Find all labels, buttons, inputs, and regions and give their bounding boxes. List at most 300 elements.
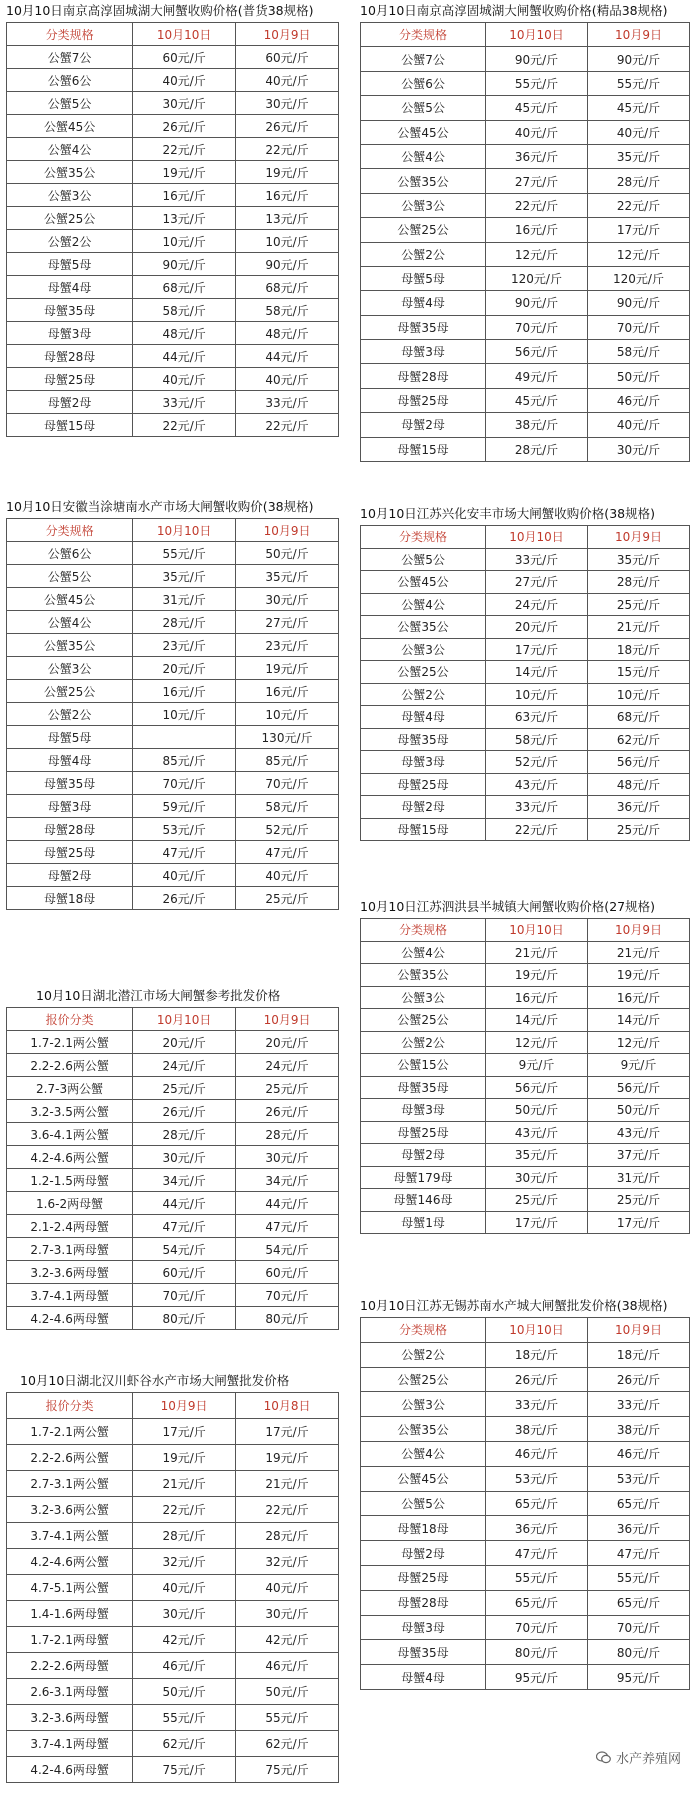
spec-cell: 1.2-1.5两母蟹 [7, 1169, 133, 1192]
column-header: 10月10日 [133, 519, 236, 542]
spec-cell: 母蟹4母 [361, 706, 486, 729]
price-cell: 34元/斤 [236, 1169, 339, 1192]
table-row [7, 588, 339, 611]
spec-cell: 母蟹15母 [7, 414, 133, 437]
price-cell: 35元/斤 [236, 565, 339, 588]
spec-cell: 2.7-3.1两母蟹 [7, 1238, 133, 1261]
table-row [361, 941, 690, 964]
price-cell: 56元/斤 [588, 751, 690, 774]
table-row [361, 1121, 690, 1144]
table-row [361, 193, 690, 217]
price-cell: 46元/斤 [236, 1653, 339, 1679]
table-row [7, 1497, 339, 1523]
table-row [361, 548, 690, 571]
column-header: 10月10日 [486, 526, 588, 549]
table-row [361, 728, 690, 751]
table-row [7, 1031, 339, 1054]
spec-cell: 母蟹28母 [7, 345, 133, 368]
spec-cell: 3.2-3.6两公蟹 [7, 1497, 133, 1523]
table-row [361, 1541, 690, 1566]
price-cell: 17元/斤 [588, 1211, 690, 1234]
price-cell: 28元/斤 [588, 169, 690, 193]
price-cell: 80元/斤 [236, 1307, 339, 1330]
table-block-1 [6, 496, 339, 910]
price-cell: 17元/斤 [133, 1419, 236, 1445]
price-cell: 10元/斤 [236, 230, 339, 253]
price-cell: 53元/斤 [486, 1466, 588, 1491]
price-cell: 48元/斤 [588, 773, 690, 796]
price-cell: 90元/斤 [133, 253, 236, 276]
spec-cell: 公蟹3公 [361, 638, 486, 661]
price-cell: 21元/斤 [486, 941, 588, 964]
price-cell: 32元/斤 [236, 1549, 339, 1575]
spec-cell: 公蟹4公 [7, 611, 133, 634]
price-cell: 40元/斤 [236, 864, 339, 887]
price-cell: 30元/斤 [133, 92, 236, 115]
table-row [361, 1144, 690, 1167]
table-row [7, 703, 339, 726]
spec-cell: 公蟹25公 [7, 207, 133, 230]
spec-cell: 公蟹25公 [361, 218, 486, 242]
table-row [7, 276, 339, 299]
column-header: 10月9日 [236, 1008, 339, 1031]
table-row [361, 169, 690, 193]
price-cell: 13元/斤 [236, 207, 339, 230]
table-block-4 [360, 0, 690, 462]
price-cell: 25元/斤 [588, 818, 690, 841]
price-cell: 26元/斤 [133, 1100, 236, 1123]
spec-cell: 3.7-4.1两母蟹 [7, 1731, 133, 1757]
price-cell: 20元/斤 [486, 616, 588, 639]
table-row [361, 638, 690, 661]
price-cell: 17元/斤 [486, 638, 588, 661]
price-cell: 10元/斤 [588, 683, 690, 706]
table-row [361, 266, 690, 290]
price-cell: 50元/斤 [236, 1679, 339, 1705]
spec-cell: 母蟹15母 [361, 437, 486, 461]
price-cell: 80元/斤 [588, 1640, 690, 1665]
table-row [361, 751, 690, 774]
table-row [361, 218, 690, 242]
column-header: 10月10日 [486, 23, 588, 47]
price-cell: 65元/斤 [486, 1491, 588, 1516]
price-cell: 55元/斤 [236, 1705, 339, 1731]
price-cell: 26元/斤 [133, 887, 236, 910]
table-row [361, 1189, 690, 1212]
spec-cell: 4.2-4.6两公蟹 [7, 1549, 133, 1575]
price-cell: 56元/斤 [486, 1076, 588, 1099]
price-cell: 30元/斤 [486, 1166, 588, 1189]
price-cell: 27元/斤 [236, 611, 339, 634]
price-cell: 14元/斤 [486, 1009, 588, 1032]
table-row [361, 1392, 690, 1417]
price-cell: 19元/斤 [133, 1445, 236, 1471]
price-cell: 28元/斤 [133, 1123, 236, 1146]
table-row [7, 611, 339, 634]
table-row [361, 773, 690, 796]
spec-cell: 母蟹3母 [7, 322, 133, 345]
price-cell: 44元/斤 [133, 345, 236, 368]
price-cell: 17元/斤 [236, 1419, 339, 1445]
table-row [7, 161, 339, 184]
column-header: 10月10日 [133, 23, 236, 46]
price-cell: 55元/斤 [588, 1565, 690, 1590]
table-row [7, 184, 339, 207]
price-cell: 70元/斤 [588, 1615, 690, 1640]
table-row [7, 818, 339, 841]
table-row [7, 841, 339, 864]
table-row [361, 1076, 690, 1099]
price-cell: 25元/斤 [236, 887, 339, 910]
table-block-0 [6, 0, 339, 437]
price-cell: 22元/斤 [486, 818, 588, 841]
table-row [7, 1261, 339, 1284]
spec-cell: 公蟹4公 [361, 593, 486, 616]
price-cell: 47元/斤 [236, 1215, 339, 1238]
price-cell: 58元/斤 [236, 299, 339, 322]
table-row [361, 120, 690, 144]
spec-cell: 母蟹35母 [361, 1640, 486, 1665]
table-row [361, 818, 690, 841]
spec-cell: 2.6-3.1两母蟹 [7, 1679, 133, 1705]
price-cell: 25元/斤 [133, 1077, 236, 1100]
table-row [361, 315, 690, 339]
table-row [7, 1215, 339, 1238]
table-row [361, 661, 690, 684]
price-cell: 58元/斤 [486, 728, 588, 751]
spec-cell: 公蟹3公 [361, 986, 486, 1009]
price-cell: 45元/斤 [486, 96, 588, 120]
spec-cell: 母蟹35母 [7, 772, 133, 795]
price-cell: 43元/斤 [486, 773, 588, 796]
spec-cell: 母蟹2母 [361, 1541, 486, 1566]
spec-cell: 母蟹2母 [361, 413, 486, 437]
spec-cell: 公蟹35公 [361, 616, 486, 639]
price-cell: 30元/斤 [236, 1146, 339, 1169]
spec-cell: 母蟹5母 [361, 266, 486, 290]
table-row [7, 657, 339, 680]
table-title: 10月10日江苏兴化安丰市场大闸蟹收购价格(38规格) [360, 506, 655, 521]
price-cell: 26元/斤 [236, 115, 339, 138]
spec-cell: 公蟹25公 [361, 1009, 486, 1032]
table-row [7, 299, 339, 322]
price-cell: 80元/斤 [486, 1640, 588, 1665]
table-row [7, 772, 339, 795]
price-cell: 31元/斤 [588, 1166, 690, 1189]
price-cell: 46元/斤 [133, 1653, 236, 1679]
table-title: 10月10日南京高淳固城湖大闸蟹收购价格(普货38规格) [6, 3, 314, 18]
price-cell: 10元/斤 [486, 683, 588, 706]
price-cell: 90元/斤 [486, 291, 588, 315]
table-row [361, 1166, 690, 1189]
spec-cell: 公蟹35公 [7, 634, 133, 657]
price-cell: 18元/斤 [588, 1342, 690, 1367]
price-cell: 48元/斤 [133, 322, 236, 345]
price-cell: 55元/斤 [486, 1565, 588, 1590]
price-cell: 20元/斤 [236, 1031, 339, 1054]
price-cell: 70元/斤 [236, 772, 339, 795]
table-block-3 [6, 1370, 339, 1783]
table-row [7, 391, 339, 414]
spec-cell: 公蟹5公 [361, 548, 486, 571]
table-title: 10月10日安徽当涂塘南水产市场大闸蟹收购价(38规格) [6, 499, 314, 514]
table-block-6 [360, 896, 690, 1234]
table-row [7, 726, 339, 749]
price-cell: 68元/斤 [588, 706, 690, 729]
spec-cell: 母蟹4母 [7, 749, 133, 772]
price-cell: 58元/斤 [236, 795, 339, 818]
table-row [7, 1575, 339, 1601]
price-table [360, 1317, 690, 1690]
table-title: 10月10日江苏无锡苏南水产城大闸蟹批发价格(38规格) [360, 1298, 668, 1313]
price-cell: 12元/斤 [588, 242, 690, 266]
price-cell: 19元/斤 [133, 161, 236, 184]
price-cell: 56元/斤 [588, 1076, 690, 1099]
price-cell: 55元/斤 [133, 542, 236, 565]
spec-cell: 3.7-4.1两母蟹 [7, 1284, 133, 1307]
price-cell: 38元/斤 [588, 1417, 690, 1442]
spec-cell: 母蟹5母 [7, 726, 133, 749]
spec-cell: 母蟹28母 [7, 818, 133, 841]
table-row [361, 593, 690, 616]
price-cell: 60元/斤 [133, 1261, 236, 1284]
price-cell: 43元/斤 [588, 1121, 690, 1144]
spec-cell: 母蟹3母 [361, 1099, 486, 1122]
price-cell: 40元/斤 [236, 368, 339, 391]
spec-cell: 母蟹3母 [361, 751, 486, 774]
table-row [7, 1100, 339, 1123]
spec-cell: 公蟹45公 [361, 1466, 486, 1491]
price-cell: 14元/斤 [588, 1009, 690, 1032]
price-cell: 53元/斤 [133, 818, 236, 841]
price-cell: 95元/斤 [486, 1665, 588, 1690]
spec-cell: 母蟹179母 [361, 1166, 486, 1189]
table-row [7, 1627, 339, 1653]
price-cell: 60元/斤 [236, 46, 339, 69]
price-cell: 30元/斤 [236, 1601, 339, 1627]
spec-cell: 公蟹3公 [7, 657, 133, 680]
price-cell: 44元/斤 [133, 1192, 236, 1215]
price-cell: 80元/斤 [133, 1307, 236, 1330]
table-row [7, 1679, 339, 1705]
price-cell: 17元/斤 [588, 218, 690, 242]
spec-cell: 公蟹4公 [361, 941, 486, 964]
price-cell: 90元/斤 [236, 253, 339, 276]
spec-cell: 母蟹28母 [361, 364, 486, 388]
table-row [7, 115, 339, 138]
price-cell: 24元/斤 [486, 593, 588, 616]
price-cell: 50元/斤 [588, 364, 690, 388]
table-row [361, 1099, 690, 1122]
price-table [6, 1007, 339, 1330]
table-row [7, 368, 339, 391]
price-cell: 43元/斤 [486, 1121, 588, 1144]
price-cell: 24元/斤 [133, 1054, 236, 1077]
table-row [7, 345, 339, 368]
spec-cell: 2.2-2.6两公蟹 [7, 1445, 133, 1471]
table-row [7, 1523, 339, 1549]
price-cell: 9元/斤 [486, 1054, 588, 1077]
price-cell: 21元/斤 [133, 1471, 236, 1497]
price-cell: 130元/斤 [236, 726, 339, 749]
spec-cell: 公蟹2公 [361, 242, 486, 266]
table-header-row [361, 526, 690, 549]
table-row [361, 796, 690, 819]
price-cell: 40元/斤 [236, 69, 339, 92]
price-cell: 28元/斤 [236, 1523, 339, 1549]
table-row [7, 795, 339, 818]
price-cell: 46元/斤 [486, 1441, 588, 1466]
table-title: 10月10日江苏泗洪县半城镇大闸蟹收购价格(27规格) [360, 899, 655, 914]
spec-cell: 公蟹6公 [7, 69, 133, 92]
price-cell: 70元/斤 [486, 1615, 588, 1640]
spec-cell: 母蟹25母 [7, 841, 133, 864]
table-row [361, 1590, 690, 1615]
price-cell: 70元/斤 [133, 772, 236, 795]
table-row [361, 413, 690, 437]
table-row [7, 1653, 339, 1679]
price-cell: 22元/斤 [236, 138, 339, 161]
price-cell: 60元/斤 [236, 1261, 339, 1284]
table-row [7, 207, 339, 230]
table-row [361, 683, 690, 706]
price-cell: 40元/斤 [236, 1575, 339, 1601]
price-cell: 36元/斤 [486, 144, 588, 168]
price-cell: 19元/斤 [486, 964, 588, 987]
price-table [6, 518, 339, 910]
price-cell: 50元/斤 [236, 542, 339, 565]
price-cell: 30元/斤 [133, 1146, 236, 1169]
table-row [7, 634, 339, 657]
spec-cell: 2.7-3两公蟹 [7, 1077, 133, 1100]
table-row [7, 69, 339, 92]
price-cell: 28元/斤 [486, 437, 588, 461]
table-row [7, 1705, 339, 1731]
spec-cell: 4.2-4.6两公蟹 [7, 1146, 133, 1169]
table-header-row [7, 1393, 339, 1419]
price-cell: 21元/斤 [588, 616, 690, 639]
price-cell: 70元/斤 [486, 315, 588, 339]
table-row [361, 96, 690, 120]
price-cell: 33元/斤 [236, 391, 339, 414]
table-header-row [7, 23, 339, 46]
price-cell: 26元/斤 [133, 115, 236, 138]
table-row [361, 964, 690, 987]
price-cell: 62元/斤 [236, 1731, 339, 1757]
table-row [361, 144, 690, 168]
spec-cell: 母蟹4母 [361, 291, 486, 315]
price-cell: 23元/斤 [236, 634, 339, 657]
spec-cell: 公蟹25公 [361, 661, 486, 684]
price-cell: 95元/斤 [588, 1665, 690, 1690]
table-title: 10月10日湖北汉川虾谷水产市场大闸蟹批发价格 [20, 1373, 290, 1388]
spec-cell: 母蟹1母 [361, 1211, 486, 1234]
price-cell: 50元/斤 [133, 1679, 236, 1705]
table-row [361, 340, 690, 364]
column-header: 分类规格 [7, 23, 133, 46]
price-cell: 46元/斤 [588, 1441, 690, 1466]
spec-cell: 母蟹25母 [361, 773, 486, 796]
price-table [6, 22, 339, 437]
table-row [361, 437, 690, 461]
table-header-row [7, 1008, 339, 1031]
spec-cell: 母蟹2母 [7, 391, 133, 414]
price-cell: 37元/斤 [588, 1144, 690, 1167]
column-header: 分类规格 [7, 519, 133, 542]
table-block-5 [360, 503, 690, 841]
price-cell: 10元/斤 [133, 230, 236, 253]
table-row [361, 1054, 690, 1077]
table-row [7, 1238, 339, 1261]
table-row [7, 1471, 339, 1497]
price-cell: 25元/斤 [588, 593, 690, 616]
price-cell: 45元/斤 [486, 388, 588, 412]
spec-cell: 2.1-2.4两母蟹 [7, 1215, 133, 1238]
column-header: 分类规格 [361, 526, 486, 549]
table-row [7, 1077, 339, 1100]
spec-cell: 3.2-3.6两母蟹 [7, 1261, 133, 1284]
price-cell: 31元/斤 [133, 588, 236, 611]
table-title: 10月10日南京高淳固城湖大闸蟹收购价格(精品38规格) [360, 3, 668, 18]
spec-cell: 4.2-4.6两母蟹 [7, 1757, 133, 1783]
price-table [360, 525, 690, 841]
price-cell: 10元/斤 [133, 703, 236, 726]
spec-cell: 公蟹45公 [361, 571, 486, 594]
price-cell: 16元/斤 [486, 986, 588, 1009]
watermark [596, 1748, 681, 1767]
price-cell: 40元/斤 [486, 120, 588, 144]
table-row [361, 1640, 690, 1665]
price-cell: 13元/斤 [133, 207, 236, 230]
spec-cell: 母蟹4母 [7, 276, 133, 299]
price-cell: 62元/斤 [588, 728, 690, 751]
price-cell: 120元/斤 [486, 266, 588, 290]
table-row [361, 1211, 690, 1234]
price-cell: 24元/斤 [236, 1054, 339, 1077]
column-header: 10月9日 [236, 23, 339, 46]
spec-cell: 母蟹35母 [361, 728, 486, 751]
spec-cell: 母蟹2母 [7, 864, 133, 887]
price-cell: 16元/斤 [588, 986, 690, 1009]
spec-cell: 公蟹2公 [361, 683, 486, 706]
table-row [7, 749, 339, 772]
price-cell: 42元/斤 [133, 1627, 236, 1653]
price-cell: 90元/斤 [588, 291, 690, 315]
table-row [7, 138, 339, 161]
spec-cell: 母蟹35母 [7, 299, 133, 322]
spec-cell: 母蟹3母 [361, 1615, 486, 1640]
spec-cell: 公蟹45公 [361, 120, 486, 144]
spec-cell: 3.7-4.1两公蟹 [7, 1523, 133, 1549]
spec-cell: 公蟹15公 [361, 1054, 486, 1077]
table-row [7, 322, 339, 345]
column-header: 报价分类 [7, 1008, 133, 1031]
column-header: 分类规格 [361, 23, 486, 47]
spec-cell: 1.7-2.1两公蟹 [7, 1419, 133, 1445]
price-cell: 26元/斤 [588, 1367, 690, 1392]
price-cell: 18元/斤 [486, 1342, 588, 1367]
spec-cell: 3.2-3.5两公蟹 [7, 1100, 133, 1123]
table-row [7, 230, 339, 253]
price-cell: 33元/斤 [486, 1392, 588, 1417]
spec-cell: 公蟹5公 [361, 96, 486, 120]
table-row [7, 46, 339, 69]
price-cell: 48元/斤 [236, 322, 339, 345]
price-cell: 22元/斤 [133, 138, 236, 161]
table-row [7, 1757, 339, 1783]
watermark-text: 水产养殖网 [615, 1752, 681, 1767]
spec-cell: 公蟹2公 [361, 1342, 486, 1367]
